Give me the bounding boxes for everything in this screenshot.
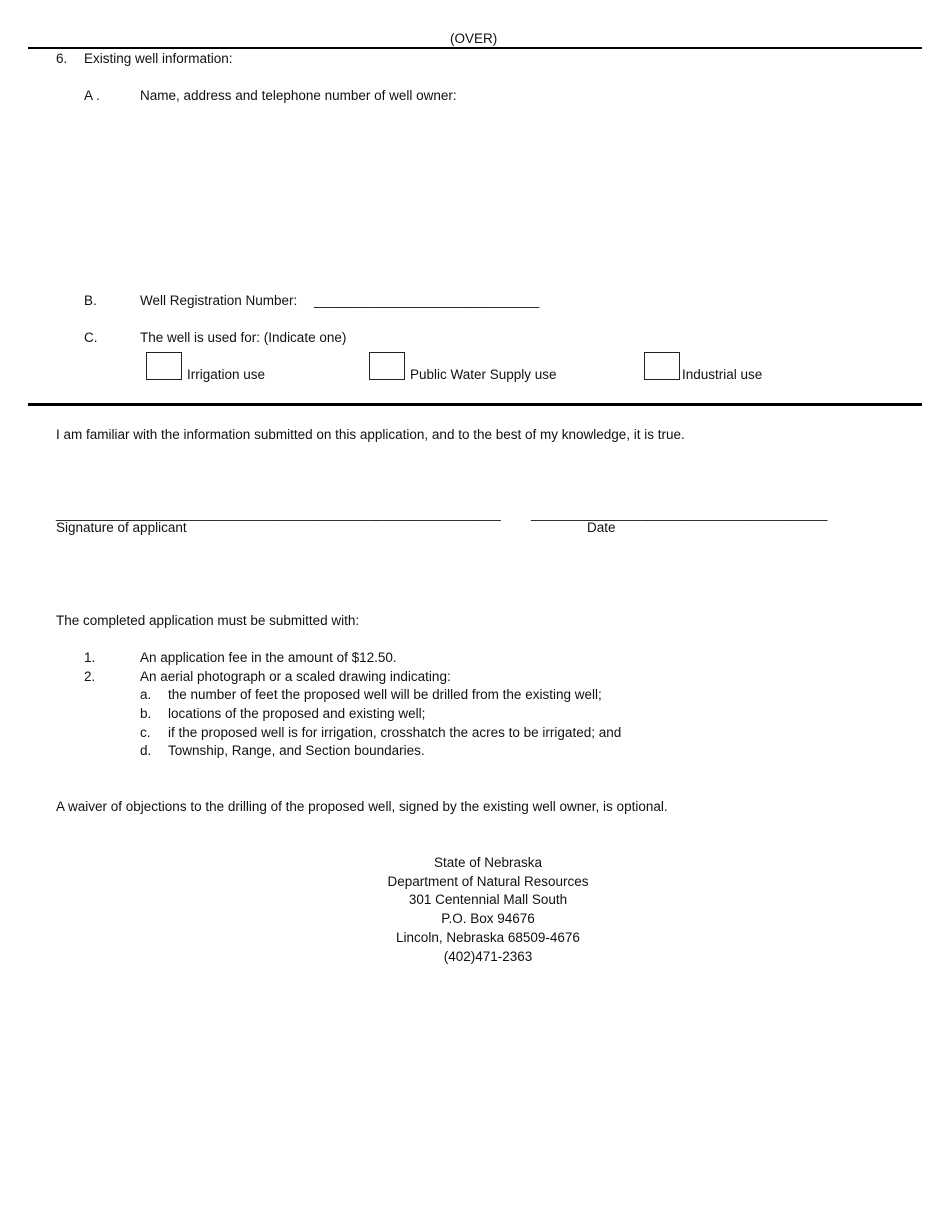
item-b-letter: B. <box>84 293 97 308</box>
address-line: Lincoln, Nebraska 68509-4676 <box>396 929 580 945</box>
address-line: Department of Natural Resources <box>387 873 589 889</box>
certification-statement: I am familiar with the information submitted on this application, and to the best of my knowledge, it is true. <box>56 427 685 442</box>
section-title: Existing well information: <box>84 51 233 66</box>
list-item-number: 2. <box>84 669 96 684</box>
industrial-option-label: Industrial use <box>682 367 763 382</box>
sub-item-letter: d. <box>140 743 152 758</box>
list-item-text: An application fee in the amount of $12.50. <box>140 650 397 665</box>
address-line: P.O. Box 94676 <box>441 911 535 927</box>
sub-item-text: if the proposed well is for irrigation, crosshatch the acres to be irrigated; and <box>168 725 622 740</box>
waiver-note: A waiver of objections to the drilling of the proposed well, signed by the existing well owner, is optional. <box>56 799 668 814</box>
public-water-supply-option-label: Public Water Supply use <box>410 367 557 382</box>
public-water-supply-checkbox[interactable] <box>369 352 405 380</box>
over-label: (OVER) <box>450 31 498 46</box>
submission-intro: The completed application must be submitted with: <box>56 613 360 628</box>
signature-label: Signature of applicant <box>56 520 187 535</box>
irrigation-checkbox[interactable] <box>146 352 182 380</box>
sub-item-text: locations of the proposed and existing well; <box>168 706 426 721</box>
industrial-checkbox[interactable] <box>644 352 680 380</box>
date-label: Date <box>587 520 616 535</box>
address-block <box>0 854 950 966</box>
item-c-letter: C. <box>84 330 98 345</box>
signature-field[interactable]: _________________________________________________________ <box>56 506 502 521</box>
registration-number-field[interactable]: ______________________________ <box>314 293 540 308</box>
list-item-number: 1. <box>84 650 96 665</box>
section-divider <box>28 403 922 406</box>
sub-item-text: the number of feet the proposed well will be drilled from the existing well; <box>168 687 602 702</box>
address-phone: (402)471-2363 <box>443 948 533 964</box>
address-line: 301 Centennial Mall South <box>408 892 568 908</box>
well-use-label: The well is used for: (Indicate one) <box>140 330 347 345</box>
registration-number-label: Well Registration Number: <box>140 293 298 308</box>
sub-item-text: Township, Range, and Section boundaries. <box>168 743 425 758</box>
date-field[interactable]: ______________________________________ <box>531 506 828 521</box>
item-a-letter: A . <box>84 88 100 103</box>
address-line: State of Nebraska <box>433 855 543 870</box>
list-item-text: An aerial photograph or a scaled drawing indicating: <box>140 669 451 684</box>
top-divider <box>28 47 922 49</box>
section-number: 6. <box>56 51 68 66</box>
irrigation-option-label: Irrigation use <box>187 367 266 382</box>
owner-info-label: Name, address and telephone number of well owner: <box>140 88 457 103</box>
sub-item-letter: a. <box>140 687 152 702</box>
sub-item-letter: b. <box>140 706 152 721</box>
sub-item-letter: c. <box>140 725 151 740</box>
